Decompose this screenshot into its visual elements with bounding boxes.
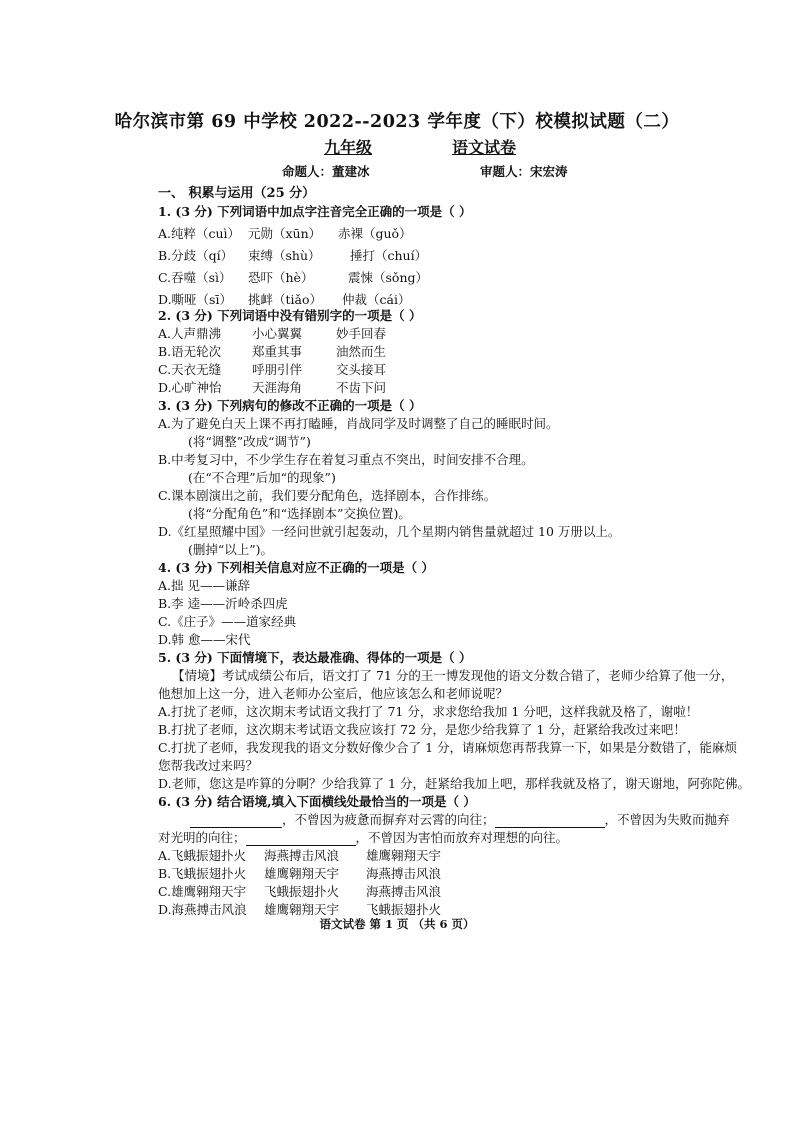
q3-option-b: B.中考复习中，不少学生存在着复习重点不突出，时间安排不合理。 bbox=[158, 452, 534, 467]
q6-clause-2: ，不曾因为失败而抛弃 bbox=[604, 812, 730, 827]
q5-situation-line1: 【情境】考试成绩公布后，语文打了 71 分的王一博发现他的语文分数合错了，老师少给算了他一分， bbox=[172, 668, 734, 683]
q1-option-a1: A.纯粹（cuì） bbox=[158, 226, 241, 241]
q2-option-b2: 郑重其事 bbox=[252, 344, 303, 359]
q4-option-a: A.拙 见——谦辞 bbox=[158, 578, 250, 593]
question-3-stem: 3. (3 分) 下列病句的修改不正确的一项是（ ） bbox=[158, 398, 422, 413]
exam-title: 哈尔滨市第 69 中学校 2022--2023 学年度（下）校模拟试题（二） bbox=[114, 112, 680, 132]
q2-option-d1: D.心旷神怡 bbox=[158, 380, 222, 395]
q1-option-d3: 仲裁（cái） bbox=[342, 292, 411, 307]
q6-clause-1: ，不曾因为疲惫而摒弃对云霄的向往； bbox=[282, 812, 495, 827]
q6-option-d3: 飞蛾振翅扑火 bbox=[366, 902, 442, 917]
grade-label: 九年级 bbox=[324, 138, 373, 157]
q2-option-c2: 呼朋引伴 bbox=[252, 362, 303, 377]
q1-option-b2: 束缚（shù） bbox=[248, 248, 321, 263]
q6-option-d2: 雄鹰翱翔天宇 bbox=[264, 902, 340, 917]
q3-option-d: D.《红星照耀中国》一经问世就引起轰动，几个星期内销售量就超过 10 万册以上。 bbox=[158, 524, 621, 539]
q6-option-b3: 海燕搏击风浪 bbox=[366, 866, 442, 881]
section-heading: 一、 积累与运用（25 分） bbox=[158, 186, 316, 201]
q6-clause-4: ，不曾因为害怕而放弃对理想的向往。 bbox=[355, 830, 569, 845]
q3-option-c-fix: (将“分配角色”和“选择剧本”交换位置)。 bbox=[188, 506, 411, 521]
q6-clause-3: 对光明的向往； bbox=[158, 830, 246, 845]
question-5-stem: 5. (3 分) 下面情境下，表达最准确、得体的一项是（ ） bbox=[158, 650, 472, 665]
q2-option-c1: C.天衣无缝 bbox=[158, 362, 222, 377]
q3-option-b-fix: (在“不合理”后加“的现象”) bbox=[188, 470, 336, 485]
q6-option-a3: 雄鹰翱翔天宇 bbox=[366, 848, 442, 863]
q6-option-c3: 海燕搏击风浪 bbox=[366, 884, 442, 899]
subject-label: 语文试卷 bbox=[452, 138, 517, 157]
q6-sentence-line1 bbox=[190, 810, 730, 828]
q1-option-b1: B.分歧（qí） bbox=[158, 248, 234, 263]
q2-option-b1: B.语无轮次 bbox=[158, 344, 222, 359]
q6-option-c1: C.雄鹰翱翔天宇 bbox=[158, 884, 247, 899]
q6-option-a1: A.飞蛾振翅扑火 bbox=[158, 848, 247, 863]
q2-option-c3: 交头接耳 bbox=[336, 362, 387, 377]
question-1-stem: 1. (3 分) 下列词语中加点字注音完全正确的一项是（ ） bbox=[158, 204, 472, 219]
q4-option-c: C.《庄子》——道家经典 bbox=[158, 614, 297, 629]
q5-option-b: B.打扰了老师，这次期末考试语文我应该打 72 分，是您少给我算了 1 分，赶紧给我改过来吧！ bbox=[158, 722, 686, 737]
question-4-stem: 4. (3 分) 下列相关信息对应不正确的一项是（ ） bbox=[158, 560, 434, 575]
q3-option-a-fix: (将“调整”改成“调节”) bbox=[188, 434, 311, 449]
q1-option-a3: 赤裸（guǒ） bbox=[338, 226, 412, 241]
q3-option-d-fix: (删掉“以上”)。 bbox=[188, 542, 274, 557]
q1-option-c2: 恐吓（hè） bbox=[248, 270, 314, 285]
q1-option-a2: 元勋（xūn） bbox=[248, 226, 322, 241]
q2-option-a2: 小心翼翼 bbox=[252, 326, 303, 341]
q4-option-d: D.韩 愈——宋代 bbox=[158, 632, 251, 647]
q6-option-b2: 雄鹰翱翔天宇 bbox=[264, 866, 340, 881]
q2-option-b3: 油然而生 bbox=[336, 344, 387, 359]
q6-option-c2: 飞蛾振翅扑火 bbox=[264, 884, 340, 899]
q2-option-a1: A.人声鼎沸 bbox=[158, 326, 222, 341]
q2-option-a3: 妙手回春 bbox=[336, 326, 387, 341]
question-6-stem: 6. (3 分) 结合语境,填入下面横线处最恰当的一项是（ ） bbox=[158, 794, 476, 809]
q5-option-d: D.老师，您这是咋算的分啊？少给我算了 1 分，赶紧给我加上吧，那样我就及格了，谢天谢地，阿弥陀佛。 bbox=[158, 776, 750, 791]
question-2-stem: 2. (3 分) 下列词语中没有错别字的一项是（ ） bbox=[158, 308, 422, 323]
q6-option-a2: 海燕搏击风浪 bbox=[264, 848, 340, 863]
q4-option-b: B.李 逵——沂岭杀四虎 bbox=[158, 596, 288, 611]
q1-option-c1: C.吞噬（sì） bbox=[158, 270, 232, 285]
q2-option-d3: 不齿下问 bbox=[336, 380, 387, 395]
q2-option-d2: 天涯海角 bbox=[252, 380, 303, 395]
q1-option-d2: 挑衅（tiǎo） bbox=[248, 292, 322, 307]
q5-option-a: A.打扰了老师，这次期末考试语文我打了 71 分，求求您给我加 1 分吧，这样我就及格了，谢啦！ bbox=[158, 704, 699, 719]
q6-option-d1: D.海燕搏击风浪 bbox=[158, 902, 247, 917]
q5-option-c: C.打扰了老师，我发现我的语文分数好像少合了 1 分，请麻烦您再帮我算一下，如果是分数错了，能麻烦 bbox=[158, 740, 737, 755]
q5-situation-line2: 他想加上这一分，进入老师办公室后，他应该怎么和老师说呢？ bbox=[158, 686, 509, 701]
setter-label: 命题人：董建冰 bbox=[282, 164, 370, 179]
q6-option-b1: B.飞蛾振翅扑火 bbox=[158, 866, 247, 881]
reviewer-label: 审题人：宋宏涛 bbox=[480, 164, 568, 179]
q5-option-c-cont: 您帮我改过来吗？ bbox=[158, 758, 259, 773]
q1-option-b3: 捶打（chuí） bbox=[350, 248, 428, 263]
q3-option-c: C.课本剧演出之前，我们要分配角色，选择剧本，合作排练。 bbox=[158, 488, 497, 503]
q6-sentence-line2 bbox=[158, 828, 568, 846]
page-footer: 语文试卷 第 1 页 （共 6 页） bbox=[319, 917, 475, 931]
q1-option-c3: 震悚（sǒng） bbox=[348, 270, 428, 285]
q1-option-d1: D.嘶哑（sī） bbox=[158, 292, 232, 307]
q3-option-a: A.为了避免白天上课不再打瞌睡，肖战同学及时调整了自己的睡眠时间。 bbox=[158, 416, 559, 431]
